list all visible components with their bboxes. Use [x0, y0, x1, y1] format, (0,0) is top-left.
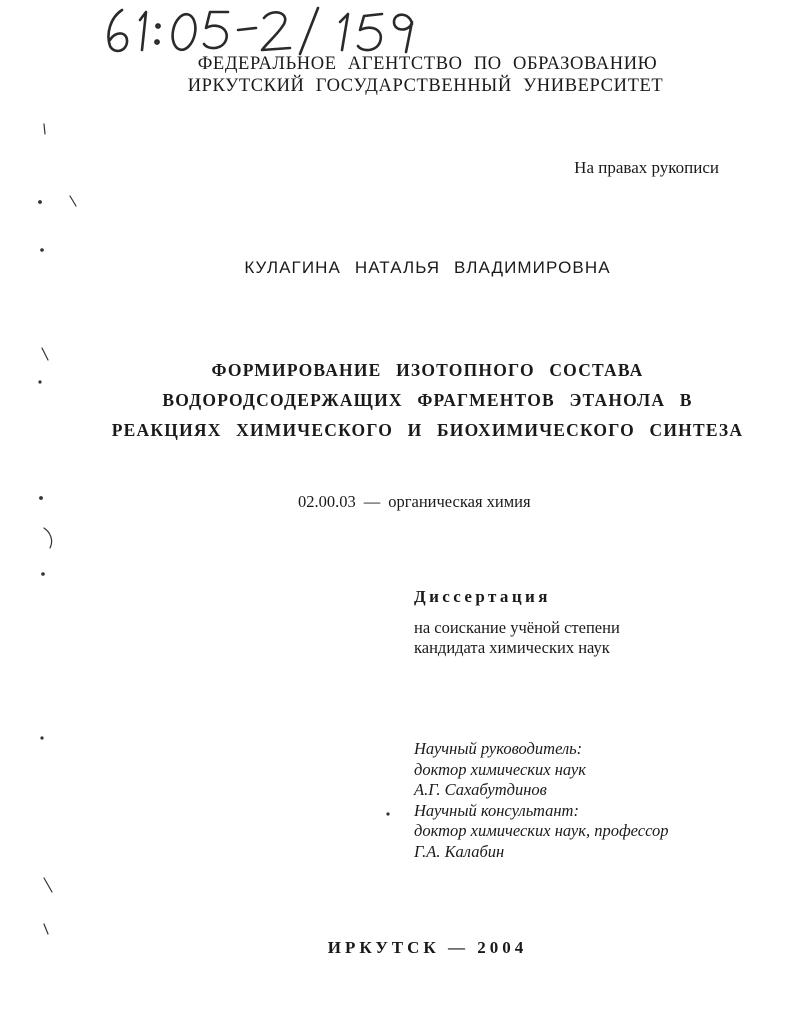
dissertation-label: Диссертация [414, 587, 551, 606]
agency-line-1: ФЕДЕРАЛЬНОЕ АГЕНТСТВО ПО ОБРАЗОВАНИЮ [197, 54, 658, 74]
title-line-1: ФОРМИРОВАНИЕ ИЗОТОПНОГО СОСТАВА [211, 360, 644, 380]
consultant-label: Научный консультант: [414, 801, 579, 820]
specialty [298, 492, 531, 512]
city-year: ИРКУТСК — 2004 [327, 938, 528, 957]
specialty-dash: — [363, 492, 381, 511]
advisor-name: А.Г. Сахабутдинов [414, 780, 547, 799]
handwritten-catalog-code [100, 4, 430, 56]
consultant-name: Г.А. Калабин [414, 842, 505, 861]
consultant-degree: доктор химических наук, профессор [414, 821, 669, 840]
agency-line-2: ИРКУТСКИЙ ГОСУДАРСТВЕННЫЙ УНИВЕРСИТЕТ [187, 76, 664, 96]
title-line-2: ВОДОРОДСОДЕРЖАЩИХ ФРАГМЕНТОВ ЭТАНОЛА В [162, 390, 693, 410]
specialty-name: органическая химия [388, 492, 531, 511]
advisor-degree: доктор химических наук [414, 760, 586, 779]
dissertation-line-2: кандидата химических наук [414, 638, 610, 657]
rights-note: На правах рукописи [574, 158, 719, 177]
dissertation-line-1: на соискание учёной степени [414, 618, 620, 637]
handwritten-code-drawing [100, 4, 430, 56]
specialty-code: 02.00.03 [298, 492, 356, 511]
title-line-3: РЕАКЦИЯХ ХИМИЧЕСКОГО И БИОХИМИЧЕСКОГО СИНТЕЗА [111, 420, 744, 440]
advisor-label: Научный руководитель: [414, 739, 583, 758]
author-name: КУЛАГИНА НАТАЛЬЯ ВЛАДИМИРОВНА [244, 258, 611, 277]
